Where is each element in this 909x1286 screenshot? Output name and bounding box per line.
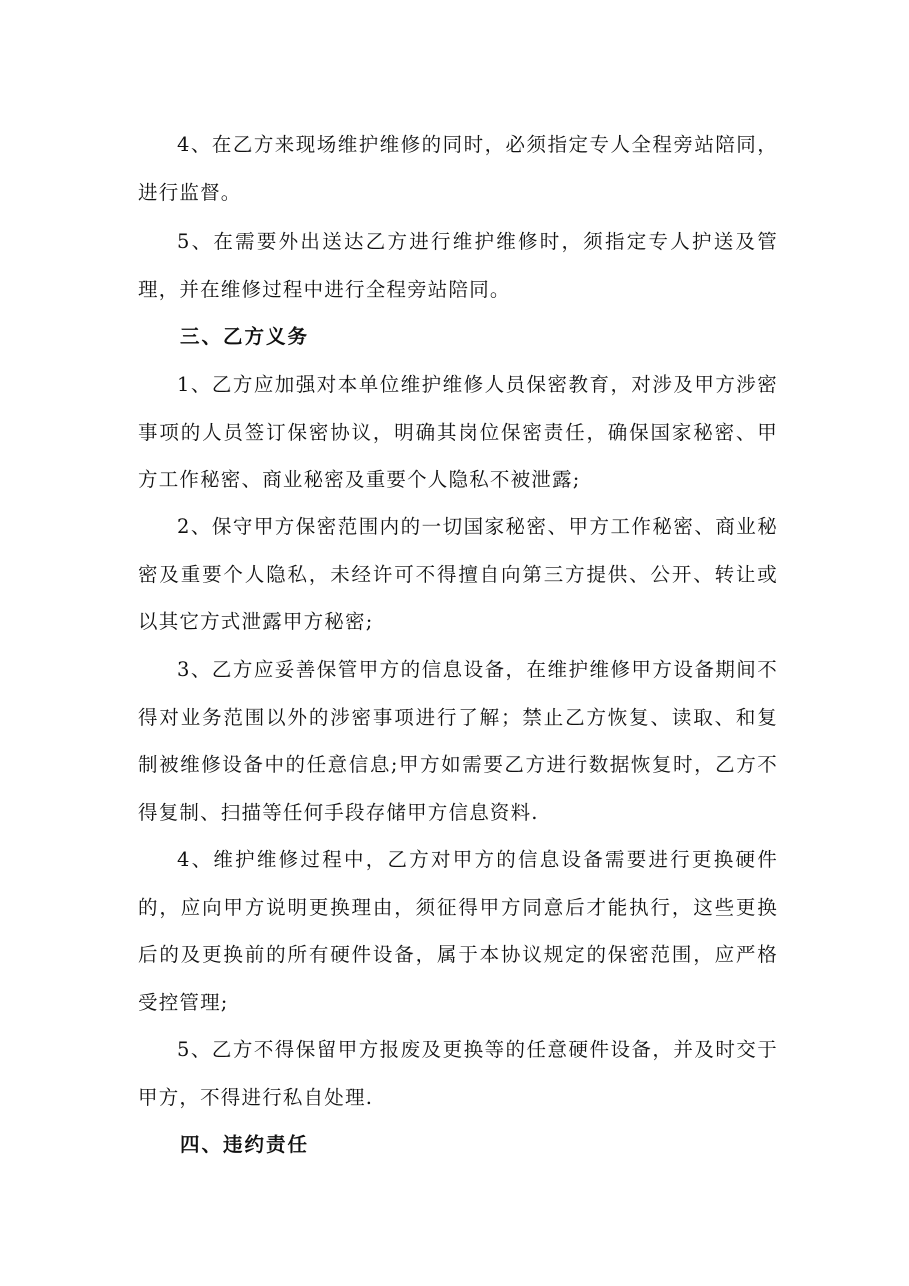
section3-item-4: 4、维护维修过程中，乙方对甲方的信息设备需要进行更换硬件的，应向甲方说明更换理由，须征得甲方同意后才能执行，这些更换后的及更换前的所有硬件设备，属于本协议规定的保密范围，应严格受控管理; <box>138 848 778 1014</box>
section3-item-3: 3、乙方应妥善保管甲方的信息设备，在维护维修甲方设备期间不得对业务范围以外的涉密事项进行了解；禁止乙方恢复、读取、和复制被维修设备中的任意信息;甲方如需要乙方进行数据恢复时，乙方不得复制、扫描等任何手段存储甲方信息资料. <box>138 658 778 824</box>
section-heading-3: 三、乙方义务 <box>180 325 310 348</box>
paragraph-item-5: 5、在需要外出送达乙方进行维护维修时，须指定专人护送及管理，并在维修过程中进行全程旁站陪同。 <box>138 230 778 301</box>
paragraph-item-4: 4、在乙方来现场维护维修的同时，必须指定专人全程旁站陪同，进行监督。 <box>138 133 778 204</box>
section3-item-2: 2、保守甲方保密范围内的一切国家秘密、甲方工作秘密、商业秘密及重要个人隐私，未经许可不得擅自向第三方提供、公开、转让或以其它方式泄露甲方秘密; <box>138 515 778 633</box>
section3-item-1: 1、乙方应加强对本单位维护维修人员保密教育，对涉及甲方涉密事项的人员签订保密协议，明确其岗位保密责任，确保国家秘密、甲方工作秘密、商业秘密及重要个人隐私不被泄露; <box>138 373 778 491</box>
section-heading-4: 四、违约责任 <box>180 1133 310 1156</box>
section3-item-5: 5、乙方不得保留甲方报废及更换等的任意硬件设备，并及时交于甲方，不得进行私自处理. <box>138 1038 778 1109</box>
